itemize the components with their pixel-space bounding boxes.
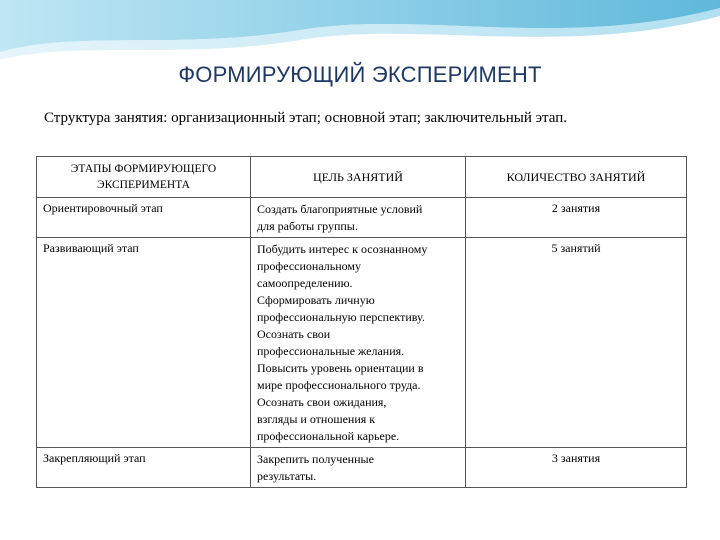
goal-line: Осознать свои [257, 327, 331, 341]
goal-line: профессиональной карьере. [257, 429, 400, 443]
goal-line: результаты. [257, 469, 317, 483]
header-goal: ЦЕЛЬ ЗАНЯТИЙ [251, 157, 466, 198]
goal-line: для работы группы. [257, 219, 358, 233]
goal-line: профессиональную перспективу. [257, 310, 425, 324]
goal-line: Повысить уровень ориентации в [257, 361, 424, 375]
goal-cell [251, 238, 466, 448]
experiment-stages-table [36, 156, 687, 488]
goal-line: самоопределению. [257, 276, 353, 290]
goal-line: Закрепить полученные [257, 452, 374, 466]
goal-line: взгляды и отношения к [257, 412, 376, 426]
table-row [37, 198, 687, 238]
goal-line: профессиональному [257, 259, 361, 273]
stage-cell: Ориентировочный этап [37, 198, 251, 238]
decorative-wave-header [0, 0, 720, 70]
header-stages: ЭТАПЫ ФОРМИРУЮЩЕГО ЭКСПЕРИМЕНТА [37, 157, 251, 198]
goal-line: Побудить интерес к осознанному [257, 242, 428, 256]
goal-cell [251, 448, 466, 488]
goal-line: Сформировать личную [257, 293, 375, 307]
goal-cell [251, 198, 466, 238]
stage-cell: Закрепляющий этап [37, 448, 251, 488]
count-cell: 5 занятий [466, 238, 687, 448]
goal-line: профессиональные желания. [257, 344, 405, 358]
slide-title: ФОРМИРУЮЩИЙ ЭКСПЕРИМЕНТ [178, 62, 542, 87]
table-row [37, 238, 687, 448]
header-count: КОЛИЧЕСТВО ЗАНЯТИЙ [466, 157, 687, 198]
count-cell: 3 занятия [466, 448, 687, 488]
goal-line: Осознать свои ожидания, [257, 395, 387, 409]
count-cell: 2 занятия [466, 198, 687, 238]
table-row [37, 448, 687, 488]
table-header-row [37, 157, 687, 198]
goal-line: Создать благоприятные условий [257, 202, 423, 216]
stage-cell: Развивающий этап [37, 238, 251, 448]
goal-line: мире профессионального труда. [257, 378, 421, 392]
slide-subtitle: Структура занятия: организационный этап; основной этап; заключительный этап. [44, 110, 568, 126]
